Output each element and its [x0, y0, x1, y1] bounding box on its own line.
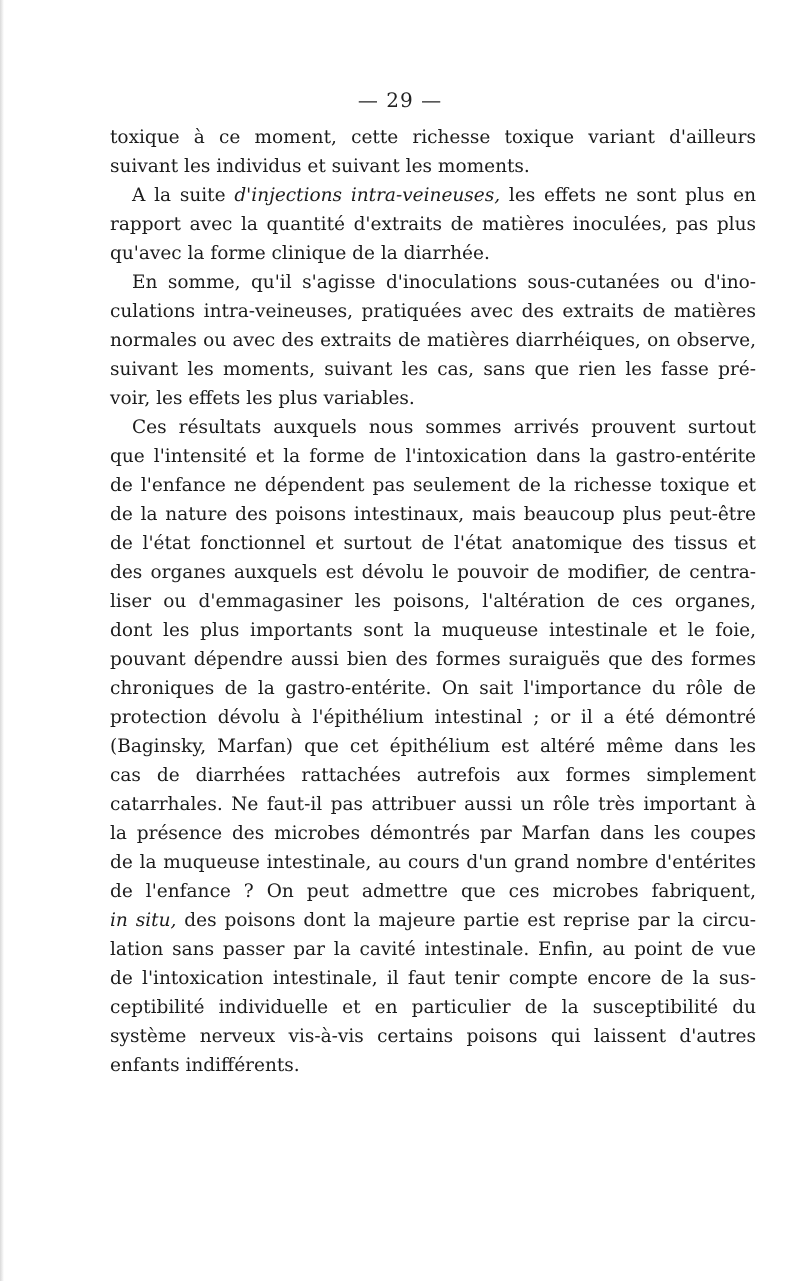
text-line [110, 906, 756, 935]
paragraph [110, 268, 756, 413]
text-line: enfants indifférents. [110, 1055, 300, 1076]
scan-edge-shadow [0, 0, 4, 1281]
text-line: des organes auxquels est dévolu le pouvoir de modifier, de centra- [110, 562, 756, 583]
text-line [110, 181, 756, 210]
text-line: suivant les individus et suivant les moments. [110, 156, 530, 177]
paragraph [110, 123, 756, 181]
text-line: normales ou avec des extraits de matières diarrhéiques, on observe, [110, 330, 756, 351]
text-line: suivant les moments, suivant les cas, sans que rien les fasse pré- [110, 359, 756, 380]
page-number: — 29 — [357, 88, 443, 112]
text-line: catarrhales. Ne faut-il pas attribuer aussi un rôle très important à [110, 794, 756, 815]
text-line: toxique à ce moment, cette richesse toxique variant d'ailleurs [110, 127, 756, 148]
italic-phrase: in situ, [110, 910, 177, 931]
text-line: de l'enfance ne dépendent pas seulement de la richesse toxique et [110, 475, 756, 496]
text-line: de la muqueuse intestinale, au cours d'un grand nombre d'entérites [110, 852, 756, 873]
text-line: cas de diarrhées rattachées autrefois aux formes simplement [110, 765, 756, 786]
text-line: chroniques de la gastro-entérite. On sait l'importance du rôle de [110, 678, 756, 699]
text-line-segment: les effets ne sont plus en [500, 185, 756, 206]
text-line: la présence des microbes démontrés par Marfan dans les coupes [110, 823, 756, 844]
text-line: culations intra-veineuses, pratiquées avec des extraits de matières [110, 301, 756, 322]
text-line: Ces résultats auxquels nous sommes arrivés prouvent surtout [132, 417, 756, 438]
text-line: En somme, qu'il s'agisse d'inoculations sous-cutanées ou d'ino- [132, 272, 756, 293]
paragraph [110, 181, 756, 268]
text-line: dont les plus importants sont la muqueuse intestinale et le foie, [110, 620, 756, 641]
text-line: système nerveux vis-à-vis certains poisons qui laissent d'autres [110, 1026, 756, 1047]
text-line-segment: A la suite [132, 185, 235, 206]
text-line: de l'état fonctionnel et surtout de l'état anatomique des tissus et [110, 533, 756, 554]
text-line: lation sans passer par la cavité intestinale. Enfin, au point de vue [110, 939, 756, 960]
text-line: voir, les effets les plus variables. [110, 388, 415, 409]
text-line-segment: des poisons dont la majeure partie est reprise par la circu- [176, 910, 756, 931]
text-line: de l'intoxication intestinale, il faut tenir compte encore de la sus- [110, 968, 756, 989]
text-line: (Baginsky, Marfan) que cet épithélium est altéré même dans les [110, 736, 756, 757]
text-line: de l'enfance ? On peut admettre que ces microbes fabriquent, [110, 881, 756, 902]
body-text [110, 123, 756, 1080]
italic-phrase: d'injections intra-veineuses, [234, 185, 501, 206]
text-line: qu'avec la forme clinique de la diarrhée. [110, 243, 490, 264]
text-line: rapport avec la quantité d'extraits de matières inoculées, pas plus [110, 214, 756, 235]
text-line: ceptibilité individuelle et en particulier de la susceptibilité du [110, 997, 756, 1018]
text-line: liser ou d'emmagasiner les poisons, l'altération de ces organes, [110, 591, 756, 612]
text-line: pouvant dépendre aussi bien des formes suraiguës que des formes [110, 649, 756, 670]
paragraph [110, 413, 756, 1080]
text-line: protection dévolu à l'épithélium intestinal ; or il a été démontré [110, 707, 756, 728]
text-line: de la nature des poisons intestinaux, mais beaucoup plus peut-être [110, 504, 756, 525]
text-line: que l'intensité et la forme de l'intoxication dans la gastro-entérite [110, 446, 756, 467]
